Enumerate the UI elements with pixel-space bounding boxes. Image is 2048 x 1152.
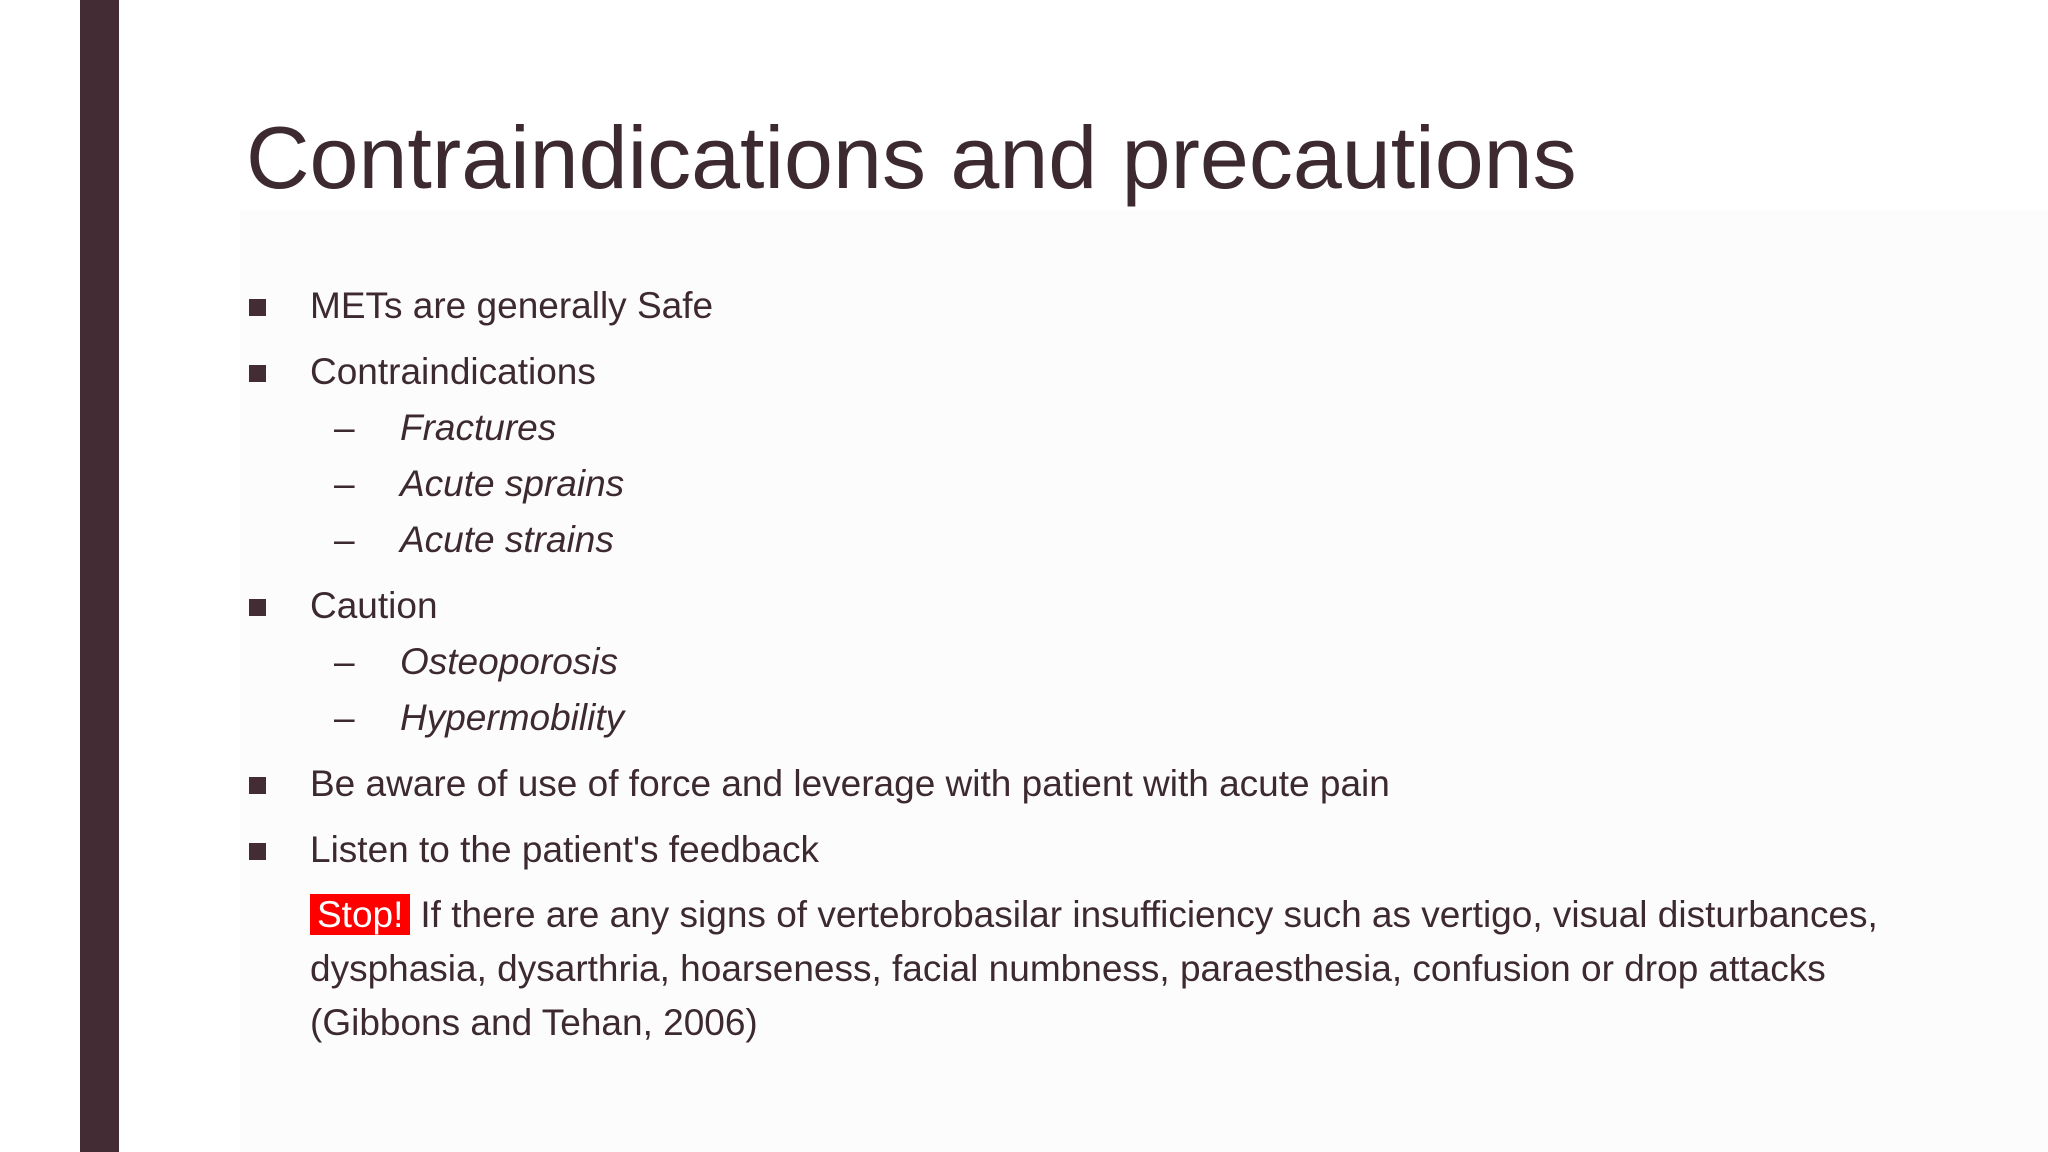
sub-item [246,690,1886,746]
bullet-item [246,344,1886,400]
square-bullet-icon [249,777,266,794]
bullet-text: Listen to the patient's feedback [310,829,819,870]
bullet-text: METs are generally Safe [310,285,714,326]
sub-item-text: Acute strains [400,519,614,560]
sub-item [246,456,1886,512]
dash-marker: – [334,519,355,560]
slide-title: Contraindications and precautions [246,108,1577,207]
sub-list [246,634,1886,746]
square-bullet-icon [249,843,266,860]
bullet-list [246,278,1886,1050]
accent-bar [80,0,119,1152]
sub-item-text: Hypermobility [400,697,625,738]
warning-note [246,888,1930,1050]
bullet-item [246,822,1886,878]
stop-highlight: Stop! [310,894,410,935]
dash-marker: – [334,407,355,448]
warning-text: If there are any signs of vertebrobasilar insufficiency such as vertigo, visual disturbances, dysphasia, dysarthria, hoarseness, facial numbness, paraesthesia, confusion or drop attacks (Gibbons and Tehan, 2006) [310,894,1878,1043]
sub-list [246,400,1886,568]
sub-item [246,512,1886,568]
square-bullet-icon [249,299,266,316]
bullet-item [246,756,1886,812]
dash-marker: – [334,463,355,504]
bullet-text: Contraindications [310,351,596,392]
sub-item [246,400,1886,456]
bullet-text: Caution [310,585,438,626]
sub-item [246,634,1886,690]
sub-item-text: Osteoporosis [400,641,618,682]
dash-marker: – [334,697,355,738]
sub-item-text: Acute sprains [400,463,625,504]
sub-item-text: Fractures [400,407,557,448]
square-bullet-icon [249,365,266,382]
bullet-text: Be aware of use of force and leverage with patient with acute pain [310,763,1390,804]
square-bullet-icon [249,599,266,616]
bullet-item [246,578,1886,634]
bullet-item [246,278,1886,334]
dash-marker: – [334,641,355,682]
